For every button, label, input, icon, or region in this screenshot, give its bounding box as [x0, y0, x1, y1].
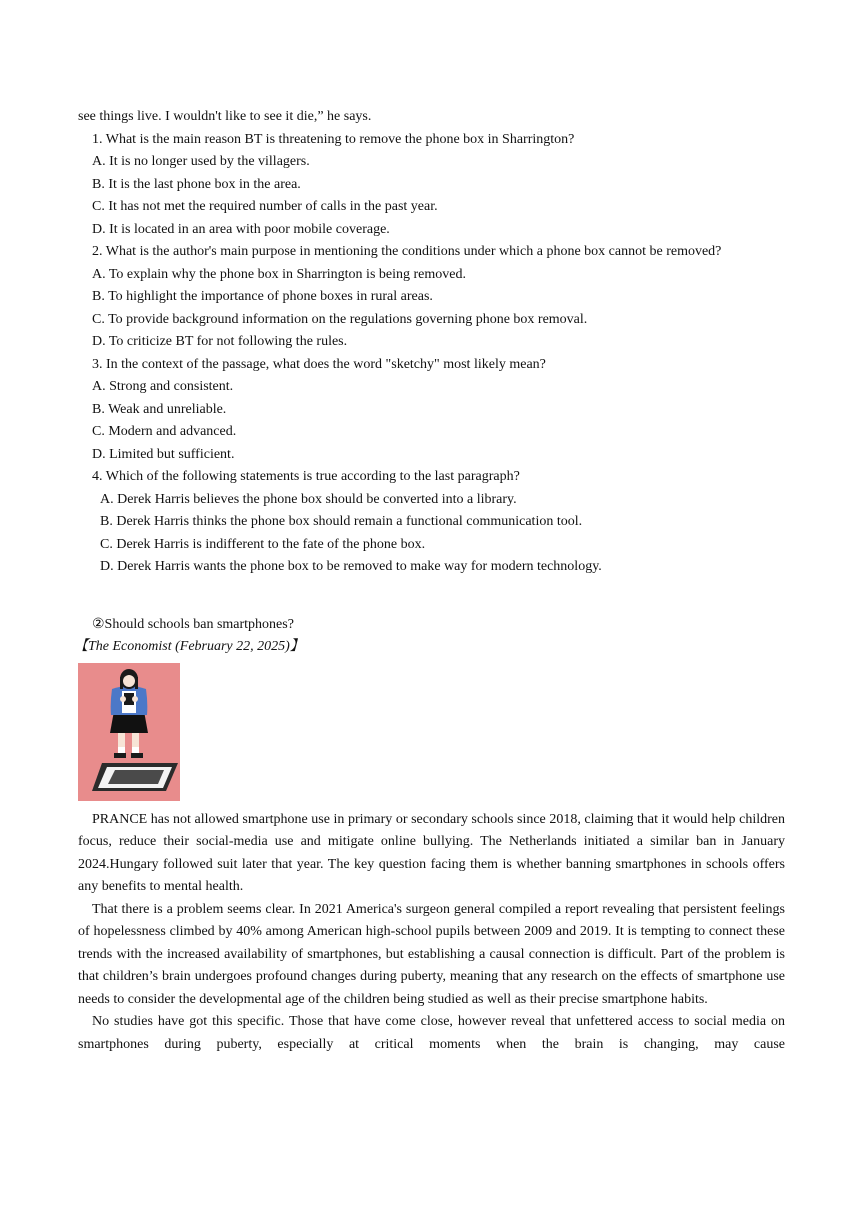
paragraph-3: No studies have got this specific. Those that have come close, however reveal that unfettered access to social media on smartphones during puberty, especially at critical moments when the brain is changing, may cause — [78, 1014, 785, 1052]
illustration-girl-with-phone — [78, 663, 180, 801]
paragraph-1: PRANCE has not allowed smartphone use in primary or secondary schools since 2018, claiming that it would help children focus, reduce their social-media use and mitigate online bullying. The Netherlands initiated a similar ban in January 2024.Hungary followed suit later that year. The key question facing them is whether banning smartphones in schools offers any benefits to mental health. — [78, 811, 785, 894]
option-c: C. Derek Harris is indifferent to the fate of the phone box. — [100, 536, 426, 552]
question-2 — [78, 241, 785, 354]
option-d: D. To criticize BT for not following the rules. — [92, 334, 348, 349]
option-b: B. Weak and unreliable. — [92, 401, 227, 417]
question-stem: 4. Which of the following statements is true according to the last paragraph? — [92, 469, 520, 484]
option-b: B. To highlight the importance of phone boxes in rural areas. — [92, 289, 433, 304]
question-4 — [78, 466, 785, 579]
option-a: A. Derek Harris believes the phone box should be converted into a library. — [100, 491, 517, 507]
option-a: A. To explain why the phone box in Sharrington is being removed. — [92, 266, 466, 282]
question-1 — [78, 129, 785, 242]
option-b: B. It is the last phone box in the area. — [92, 176, 301, 192]
option-c: C. Modern and advanced. — [92, 424, 237, 439]
question-stem: 2. What is the author's main purpose in mentioning the conditions under which a phone box cannot be removed? — [92, 244, 722, 259]
option-c: C. It has not met the required number of calls in the past year. — [92, 199, 438, 214]
section-heading: ②Should schools ban smartphones? — [92, 616, 294, 632]
paragraph-2: That there is a problem seems clear. In 2021 America's surgeon general compiled a report revealing that persistent feelings of hopelessness climbed by 40% among American high-school pupils between 2009 and 2019. It is tempting to connect these trends with the increased availability of smartphones, but establishing a causal connection is difficult. Part of the problem is that children’s brain undergoes profound changes during puberty, meaning that any research on the effects of smartphone use needs to consider the developmental age of the children being studied as well as their precise smartphone habits. — [78, 901, 785, 1007]
question-stem: 1. What is the main reason BT is threatening to remove the phone box in Sharrington? — [92, 131, 575, 147]
girl-phone-illustration — [78, 663, 180, 801]
document-page — [74, 106, 785, 1056]
source-citation: 【The Economist (February 22, 2025)】 — [74, 639, 304, 654]
option-d: D. Limited but sufficient. — [92, 446, 235, 462]
question-stem: 3. In the context of the passage, what does the word "sketchy" most likely mean? — [92, 356, 546, 372]
option-c: C. To provide background information on the regulations governing phone box removal. — [92, 311, 588, 327]
continuation-line: see things live. I wouldn't like to see it die,” he says. — [78, 109, 372, 124]
option-b: B. Derek Harris thinks the phone box should remain a functional communication tool. — [100, 514, 583, 529]
option-d: D. Derek Harris wants the phone box to be removed to make way for modern technology. — [100, 559, 602, 574]
question-3 — [78, 354, 785, 467]
option-a: A. Strong and consistent. — [92, 379, 234, 394]
option-d: D. It is located in an area with poor mobile coverage. — [92, 221, 390, 237]
section-spacer — [78, 579, 785, 614]
option-a: A. It is no longer used by the villagers. — [92, 154, 310, 169]
